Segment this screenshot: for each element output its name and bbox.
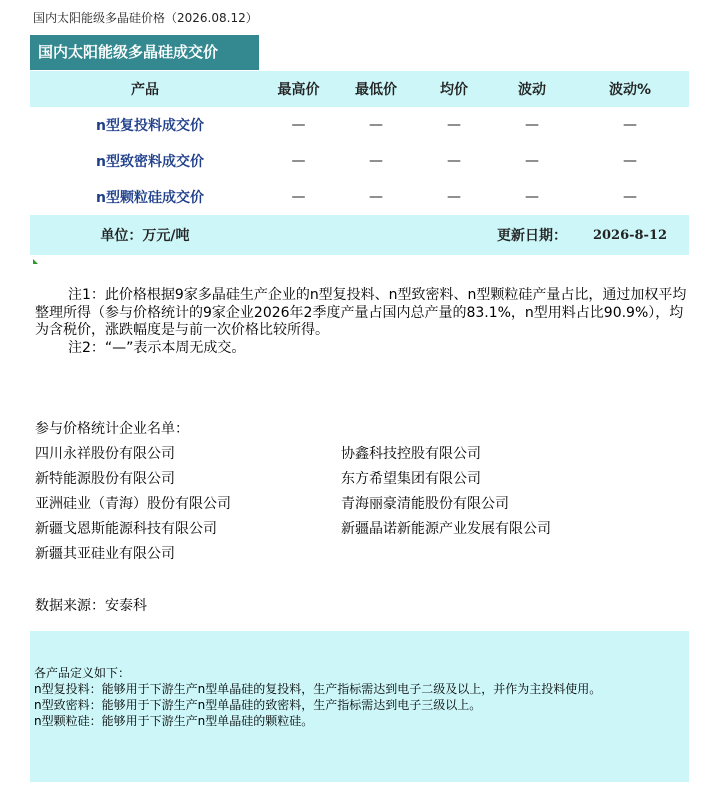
definitions-intro: 各产品定义如下： bbox=[34, 666, 131, 680]
cell-low: — bbox=[369, 117, 383, 133]
header-change-pct: 波动% bbox=[571, 71, 689, 107]
product-name-link[interactable]: n型致密料成交价 bbox=[96, 154, 204, 170]
table-row bbox=[30, 143, 689, 179]
company-name: 新疆戈恩斯能源科技有限公司 bbox=[35, 521, 217, 537]
update-date: 2026-8-12 bbox=[571, 215, 689, 255]
cell-change-pct: — bbox=[623, 117, 637, 133]
note-2: 注2：“—”表示本周无成交。 bbox=[68, 339, 246, 356]
note-1: 注1：此价格根据9家多晶硅生产企业的n型复投料、n型致密料、n型颗粒硅产量占比，通过加权平均整理所得（参与价格统计的9家企业2026年2季度产量占国内总产量的83.1%，n型用料占比90.9%），均为含税价，涨跌幅度是与前一次价格比较所得。 bbox=[35, 287, 687, 338]
cell-avg: — bbox=[447, 153, 461, 169]
cell-change: — bbox=[525, 189, 539, 205]
company-name: 四川永祥股份有限公司 bbox=[35, 446, 175, 462]
corner-marker-icon bbox=[33, 259, 38, 264]
company-name: 新疆其亚硅业有限公司 bbox=[35, 546, 175, 562]
cell-change-pct: — bbox=[623, 153, 637, 169]
cell-high: — bbox=[291, 153, 306, 169]
participants-title: 参与价格统计企业名单： bbox=[35, 421, 189, 437]
update-label: 更新日期： bbox=[493, 215, 571, 255]
company-name: 协鑫科技控股有限公司 bbox=[341, 446, 481, 462]
product-name-link[interactable]: n型颗粒硅成交价 bbox=[96, 190, 204, 206]
definition-item: n型致密料：能够用于下游生产n型单晶硅的致密料，生产指标需达到电子三级以上。 bbox=[34, 698, 482, 712]
company-name: 新疆晶诺新能源产业发展有限公司 bbox=[341, 521, 551, 537]
company-name: 东方希望集团有限公司 bbox=[341, 471, 481, 487]
cell-change: — bbox=[525, 153, 539, 169]
price-table bbox=[30, 71, 689, 255]
cell-change-pct: — bbox=[623, 189, 637, 205]
participants-section bbox=[35, 418, 685, 563]
table-header-row bbox=[30, 71, 689, 107]
header-change: 波动 bbox=[493, 71, 571, 107]
cell-avg: — bbox=[447, 117, 461, 133]
table-footer-row bbox=[30, 215, 689, 255]
cell-avg: — bbox=[447, 189, 461, 205]
product-name-link[interactable]: n型复投料成交价 bbox=[96, 118, 204, 134]
header-avg: 均价 bbox=[415, 71, 493, 107]
cell-high: — bbox=[291, 189, 306, 205]
cell-low: — bbox=[369, 153, 383, 169]
cell-change: — bbox=[525, 117, 539, 133]
page-heading: 国内太阳能级多晶硅价格（2026.08.12） bbox=[33, 11, 258, 25]
company-name: 亚洲硅业（青海）股份有限公司 bbox=[35, 496, 231, 512]
table-title: 国内太阳能级多晶硅成交价 bbox=[30, 35, 259, 70]
header-high: 最高价 bbox=[260, 71, 337, 107]
data-source: 数据来源：安泰科 bbox=[35, 598, 147, 614]
cell-low: — bbox=[369, 189, 383, 205]
company-name: 青海丽豪清能股份有限公司 bbox=[341, 496, 509, 512]
company-list bbox=[35, 446, 685, 563]
cell-high: — bbox=[291, 117, 306, 133]
definition-item: n型复投料：能够用于下游生产n型单晶硅的复投料，生产指标需达到电子二级及以上，并作为主投料使用。 bbox=[34, 682, 602, 696]
definition-item: n型颗粒硅：能够用于下游生产n型单晶硅的颗粒硅。 bbox=[34, 714, 314, 728]
header-low: 最低价 bbox=[337, 71, 415, 107]
header-product: 产品 bbox=[30, 71, 260, 107]
notes-section bbox=[35, 287, 687, 357]
unit-label: 单位：万元/吨 bbox=[30, 215, 260, 255]
definitions-box bbox=[30, 631, 689, 782]
table-row bbox=[30, 179, 689, 215]
table-row bbox=[30, 107, 689, 143]
company-name: 新特能源股份有限公司 bbox=[35, 471, 175, 487]
